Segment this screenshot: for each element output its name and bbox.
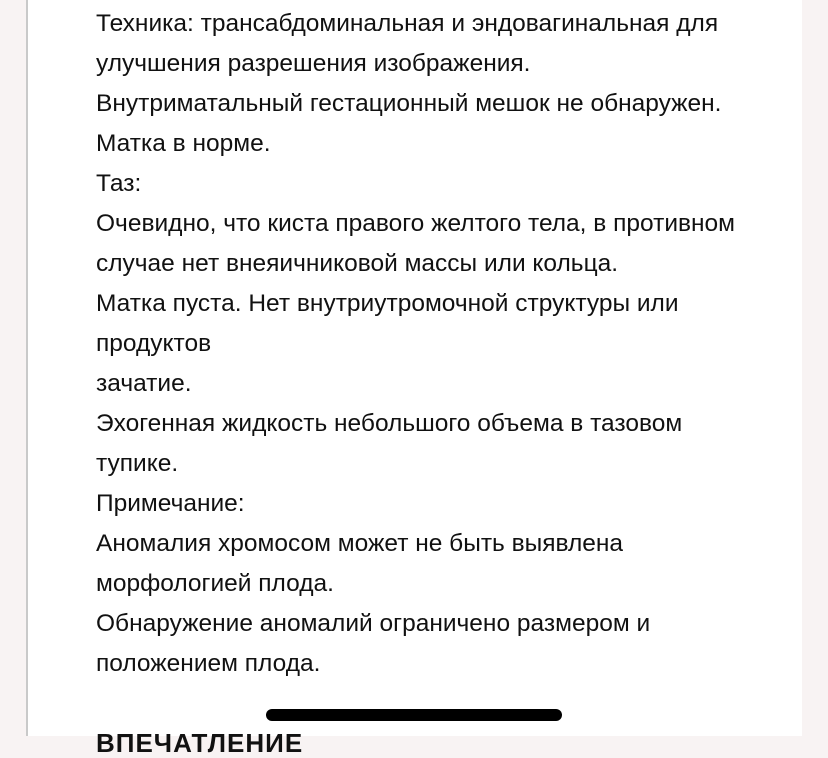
report-line-gestational-sac: Внутриматальный гестационный мешок не обнаружен. [96,90,722,117]
report-line-conception: зачатие. [96,370,192,397]
report-line-fluid-cont: тупике. [96,450,179,477]
report-line-detection-cont: положением плода. [96,650,321,677]
report-line-products: продуктов [96,330,212,357]
report-line-uterus-normal: Матка в норме. [96,130,271,157]
report-line-cyst-cont: случае нет внеяичниковой массы или кольца. [96,250,619,277]
report-line-uterus-empty: Матка пуста. Нет внутриутромочной структуры или [96,290,679,317]
report-line-cyst: Очевидно, что киста правого желтого тела, в противном [96,210,736,237]
home-indicator[interactable] [266,709,562,721]
report-text [96,4,806,684]
report-line-chromosome-cont: морфологией плода. [96,570,334,597]
report-label-pelvis: Таз: [96,170,142,197]
report-line-technique: Техника: трансабдоминальная и эндовагинальная для [96,10,719,37]
report-label-note: Примечание: [96,490,245,517]
report-line-technique-cont: улучшения разрешения изображения. [96,50,531,77]
report-line-detection: Обнаружение аномалий ограничено размером и [96,610,651,637]
report-line-chromosome: Аномалия хромосом может не быть выявлена [96,530,624,557]
document-panel [26,0,802,758]
impression-heading: ВПЕЧАТЛЕНИЕ [96,728,304,758]
report-line-fluid: Эхогенная жидкость небольшого объема в тазовом [96,410,683,437]
